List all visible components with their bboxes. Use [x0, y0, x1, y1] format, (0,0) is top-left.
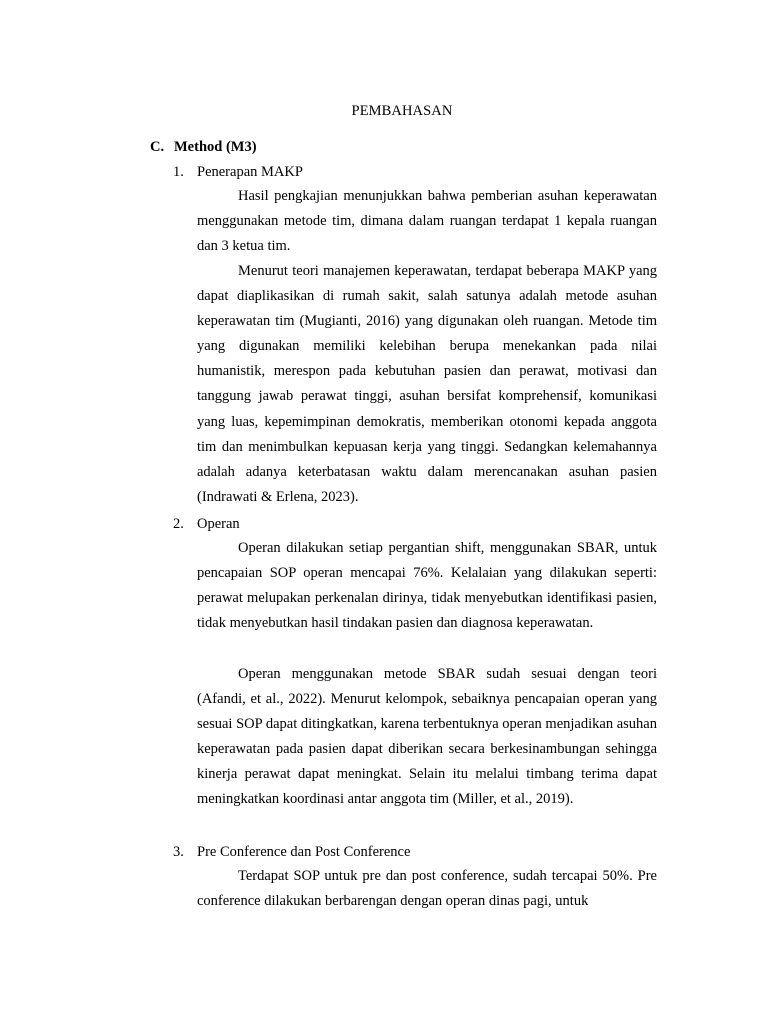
list-item-number: 2.	[173, 516, 184, 532]
list-item-heading	[173, 514, 240, 534]
paragraph: Menurut teori manajemen keperawatan, terdapat beberapa MAKP yang dapat diaplikasikan di rumah sakit, salah satunya adalah metode asuhan keperawatan tim (Mugianti, 2016) yang digunakan oleh ruangan. Metode tim yang digunakan memiliki kelebihan berupa menekankan pada nilai humanistik, merespon pada kebutuhan pasien dan perawat, motivasi dan tanggung jawab perawat tinggi, asuhan bersifat komprehensif, komunikasi yang luas, kepemimpinan demokratis, memberikan otonomi kepada anggota tim dan menimbulkan kepuasan kerja yang tinggi. Sedangkan kelemahannya adalah adanya keterbatasan waktu dalam merencanakan asuhan pasien (Indrawati & Erlena, 2023).	[197, 263, 657, 505]
list-item-title: Penerapan MAKP	[197, 164, 303, 180]
page-title: PEMBAHASAN	[351, 103, 453, 119]
paragraph: Terdapat SOP untuk pre dan post conference, sudah tercapai 50%. Pre conference dilakukan berbarengan dengan operan dinas pagi, untuk	[197, 868, 657, 910]
list-item-number: 3.	[173, 844, 184, 860]
section-letter: C.	[150, 139, 165, 155]
list-item-heading	[173, 162, 303, 182]
list-item-title: Pre Conference dan Post Conference	[197, 844, 411, 860]
list-item-heading	[173, 842, 410, 862]
section-heading	[150, 137, 257, 157]
list-item-number: 1.	[173, 164, 184, 180]
paragraph: Operan dilakukan setiap pergantian shift, menggunakan SBAR, untuk pencapaian SOP operan mencapai 76%. Kelalaian yang dilakukan seperti: perawat melupakan perkenalan dirinya, tidak menyebutkan identifikasi pasien, tidak menyebutkan hasil tindakan pasien dan diagnosa keperawatan.	[197, 540, 657, 632]
paragraph: Operan menggunakan metode SBAR sudah sesuai dengan teori (Afandi, et al., 2022). Menurut kelompok, sebaiknya pencapaian operan yang sesuai SOP dapat ditingkatkan, karena terbentuknya operan menjadikan asuhan keperawatan pada pasien dapat diberikan secara berkesinambungan sehingga kinerja perawat dapat meningkat. Selain itu melalui timbang terima dapat meningkatkan koordinasi antar anggota tim (Miller, et al., 2019).	[197, 666, 657, 808]
section-heading-text: Method (M3)	[174, 139, 257, 155]
paragraph: Hasil pengkajian menunjukkan bahwa pemberian asuhan keperawatan menggunakan metode tim, dimana dalam ruangan terdapat 1 kepala ruangan dan 3 ketua tim.	[197, 188, 657, 255]
list-item-title: Operan	[197, 516, 240, 532]
